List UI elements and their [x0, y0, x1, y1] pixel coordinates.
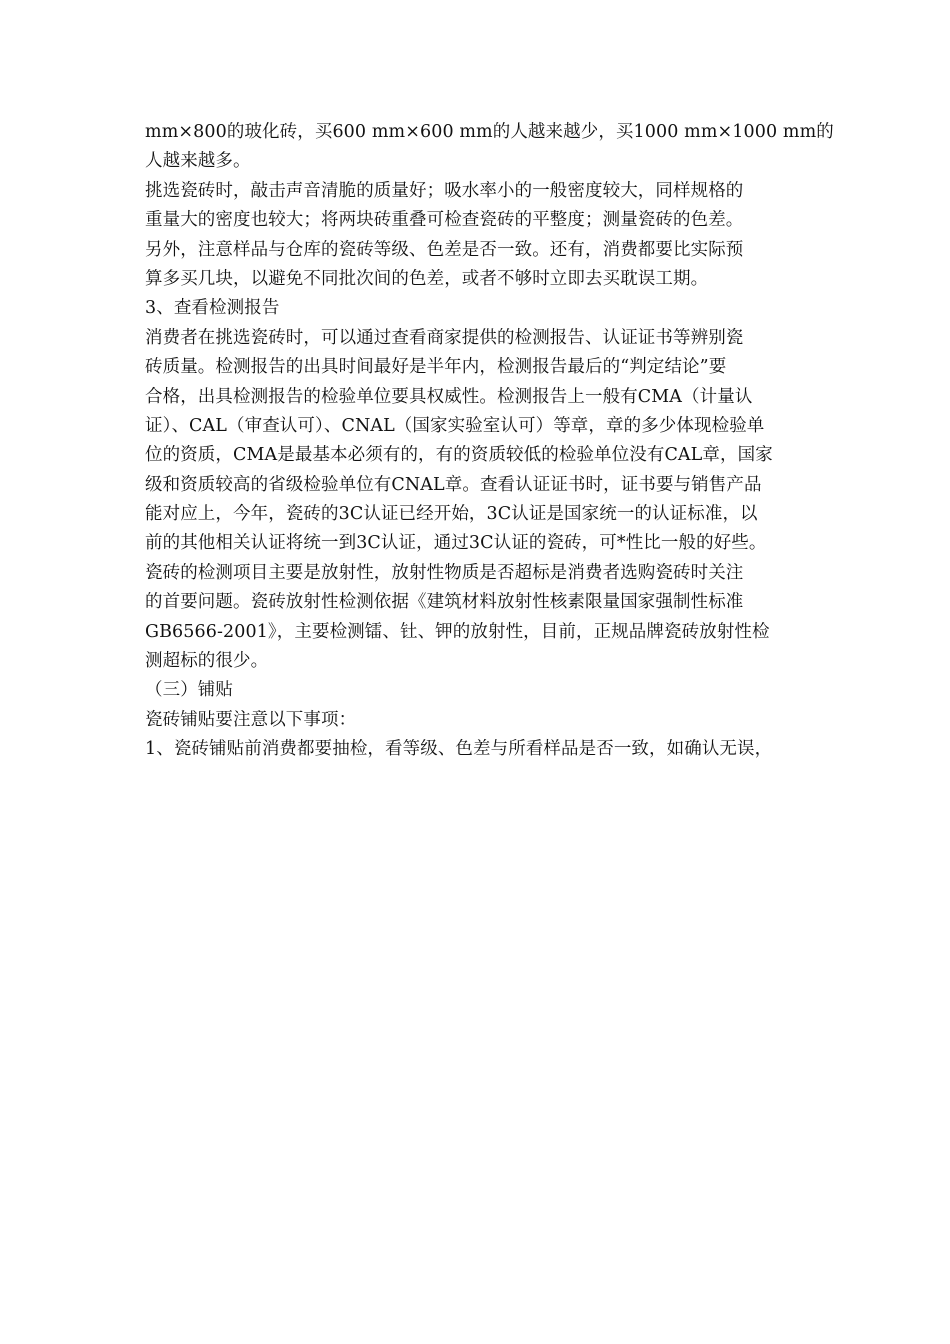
text-line: 位的资质，CMA是最基本必须有的，有的资质较低的检验单位没有CAL章，国家 — [145, 445, 773, 466]
text-line: 砖质量。检测报告的出具时间最好是半年内，检测报告最后的“判定结论”要 — [145, 357, 727, 378]
text-line: 人越来越多。 — [145, 151, 251, 172]
text-line: GB6566-2001》，主要检测镭、钍、钾的放射性，目前，正规品牌瓷砖放射性检 — [145, 621, 770, 642]
text-line: 另外，注意样品与仓库的瓷砖等级、色差是否一致。还有，消费都要比实际预 — [145, 239, 744, 260]
text-line: 瓷砖铺贴要注意以下事项： — [145, 709, 357, 730]
section-heading: （三）铺贴 — [145, 680, 233, 701]
text-line: 挑选瓷砖时，敲击声音清脆的质量好；吸水率小的一般密度较大，同样规格的 — [145, 180, 744, 201]
text-line: 瓷砖的检测项目主要是放射性，放射性物质是否超标是消费者选购瓷砖时关注 — [145, 562, 744, 583]
text-line: 能对应上，今年，瓷砖的3C认证已经开始，3C认证是国家统一的认证标准，以 — [145, 504, 758, 525]
text-line: 1、瓷砖铺贴前消费都要抽检，看等级、色差与所看样品是否一致，如确认无误， — [145, 739, 773, 760]
text-line: mm×800的玻化砖，买600 mm×600 mm的人越来越少，买1000 mm×1000 mm的 — [145, 122, 834, 142]
text-line: 级和资质较高的省级检验单位有CNAL章。查看认证证书时，证书要与销售产品 — [145, 474, 762, 495]
text-line: 算多买几块，以避免不同批次间的色差，或者不够时立即去买耽误工期。 — [145, 268, 709, 289]
text-line: 合格，出具检测报告的检验单位要具权威性。检测报告上一般有CMA（计量认 — [145, 386, 753, 407]
text-line: 前的其他相关认证将统一到3C认证，通过3C认证的瓷砖，可*性比一般的好些。 — [145, 533, 767, 554]
section-heading: 3、查看检测报告 — [145, 298, 280, 319]
text-line: 测超标的很少。 — [145, 651, 269, 672]
text-line: 消费者在挑选瓷砖时，可以通过查看商家提供的检测报告、认证证书等辨别瓷 — [145, 327, 744, 348]
text-line: 重量大的密度也较大；将两块砖重叠可检查瓷砖的平整度；测量瓷砖的色差。 — [145, 210, 744, 231]
text-line: 证）、CAL（审查认可）、CNAL（国家实验室认可）等章，章的多少体现检验单 — [145, 415, 765, 436]
document-body — [145, 118, 834, 765]
text-line: 的首要问题。瓷砖放射性检测依据《建筑材料放射性核素限量国家强制性标准 — [145, 592, 744, 613]
